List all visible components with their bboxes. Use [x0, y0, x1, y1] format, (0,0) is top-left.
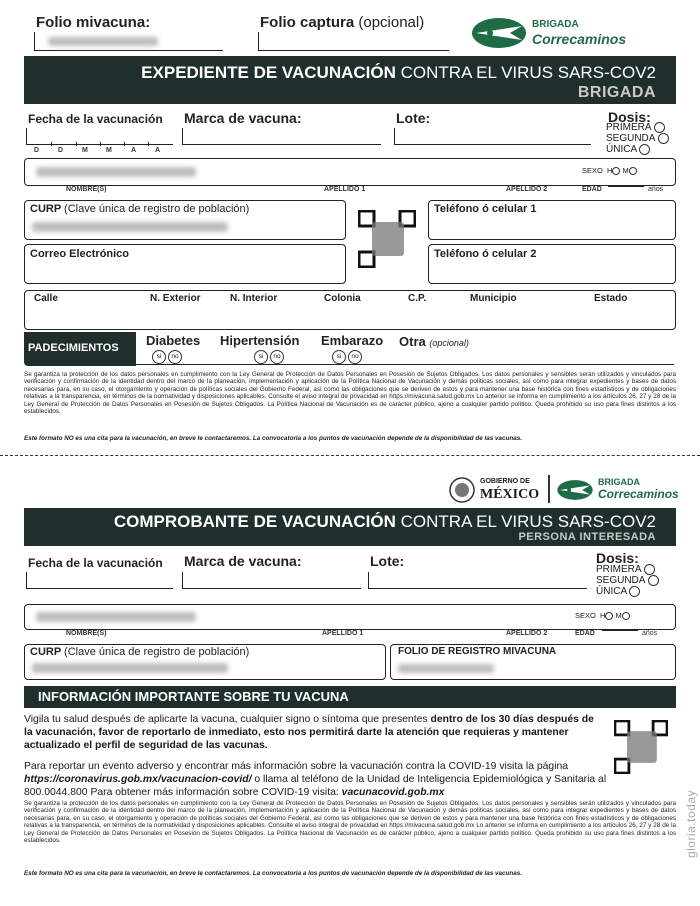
- edad-label: EDAD: [582, 186, 602, 193]
- date-letter: M: [82, 147, 88, 154]
- embarazo-label: Embarazo: [321, 333, 384, 348]
- comprobante-title: COMPROBANTE DE VACUNACIÓN CONTRA EL VIRUS SARS-COV2: [113, 512, 656, 531]
- dosis-unica[interactable]: ÚNICA: [606, 144, 669, 155]
- coronavirus-link[interactable]: https://coronavirus.gob.mx/vacunacion-covid/: [24, 774, 252, 785]
- curp-label: CURP (Clave única de registro de población): [30, 203, 250, 215]
- info-banner: [24, 686, 676, 708]
- hipertension-si[interactable]: si: [254, 350, 268, 364]
- brigada-word: BRIGADA: [532, 19, 579, 30]
- date-tick: [51, 142, 52, 146]
- comprobante-subtitle: PERSONA INTERESADA: [518, 531, 656, 543]
- date-tick: [76, 142, 77, 146]
- fecha-field-b[interactable]: [26, 572, 173, 589]
- diabetes-options[interactable]: [152, 348, 184, 366]
- embarazo-options[interactable]: [332, 348, 364, 366]
- brigada-name: Correcaminos: [598, 487, 679, 501]
- cut-line: [0, 455, 700, 456]
- cp-label: C.P.: [408, 293, 427, 304]
- privacy-notice: Se garantiza la protección de los datos personales en cumplimiento con la Ley General de Protección de Datos Personales en Posesión de Sujetos Obligados. Los datos personales y sensibles serán utilizados y vinculados para verificación y confirmación de la identidad dentro del marco de la planeación, implementación y aplicación de la Política Nacional de Vacunación y demás políticas sociales, así como para integrar expedientes y bases de datos necesarias para, en su caso, el otorgamiento y operación de políticas sociales del Gobierno Federal, así como las obligaciones que se deriven de estos y para mantener una base histórica con fines estadísticos y de obligaciones relativas a la transparencia, en términos de la normatividad y disposiciones aplicables. Consulte el aviso integral de privacidad en https://mivacuna.salud.gob.mx Lo anterior se informa en cumplimiento a los artículos 26, 27 y 28 de la Ley General de Protección de Datos Personales en Posesión de Sujetos Obligados. La Política Nacional de Vacunación es de carácter público, ajeno a cualquier partido político. Queda prohibido su uso para fines distintos a los establecidos.: [24, 371, 676, 416]
- anos-label: años: [648, 186, 664, 193]
- lote-label: Lote:: [396, 110, 431, 126]
- hipertension-label: Hipertensión: [220, 333, 300, 348]
- qr-code-icon-b: [614, 720, 668, 774]
- apellido2-label: APELLIDO 2: [506, 186, 548, 193]
- padecimientos-line: [136, 364, 674, 365]
- padecimientos-label: PADECIMIENTOS: [28, 342, 119, 354]
- marca-label: Marca de vacuna:: [184, 110, 302, 126]
- telefono2-label: Teléfono ó celular 2: [434, 248, 537, 260]
- brigada-logo: [470, 16, 670, 52]
- diabetes-label: Diabetes: [146, 333, 201, 348]
- roadrunner-icon: [556, 477, 594, 503]
- lote-field-b[interactable]: [368, 572, 587, 589]
- logo-divider: [548, 475, 550, 503]
- marca-field[interactable]: [182, 128, 381, 145]
- redacted-name: [36, 167, 196, 177]
- expediente-banner: [24, 56, 676, 104]
- date-letter: A: [131, 147, 137, 154]
- vacunacovid-link[interactable]: vacunacovid.gob.mx: [341, 787, 445, 798]
- date-letter: D: [58, 147, 64, 154]
- date-tick: [148, 142, 149, 146]
- date-tick: [100, 142, 101, 146]
- marca-field-b[interactable]: [182, 572, 361, 589]
- dosis-segunda[interactable]: SEGUNDA: [606, 133, 669, 144]
- edad-line-b: [602, 630, 638, 631]
- gobierno-small: GOBIERNO DE: [480, 478, 530, 485]
- gobierno-logo: [448, 474, 548, 506]
- cita-notice: Este formato NO es una cita para la vacunación, en breve le contactaremos. La convocatoria a los puntos de vacunación depende de la disponibilidad de las vacunas.: [24, 435, 522, 442]
- cita-notice-b: Este formato NO es una cita para la vacunación, en breve le contactaremos. La convocatoria a los puntos de vacunación depende de la disponibilidad de las vacunas.: [24, 870, 522, 877]
- dosis-label-b: Dosis:: [596, 550, 639, 566]
- correo-label: Correo Electrónico: [30, 248, 130, 260]
- date-letter: A: [155, 147, 161, 154]
- dosis-unica-b[interactable]: ÚNICA: [596, 586, 659, 597]
- info-banner-title: INFORMACIÓN IMPORTANTE SOBRE TU VACUNA: [38, 689, 349, 704]
- anos-label-b: años: [642, 630, 658, 637]
- municipio-label: Municipio: [470, 293, 517, 304]
- dosis-primera[interactable]: PRIMERA: [606, 122, 669, 133]
- dosis-segunda-b[interactable]: SEGUNDA: [596, 575, 659, 586]
- qr-code-icon: [358, 210, 416, 268]
- apellido1-label-b: APELLIDO 1: [322, 630, 364, 637]
- dosis-primera-b[interactable]: PRIMERA: [596, 564, 659, 575]
- watermark: gloria.today: [684, 790, 698, 859]
- info-paragraph-1: Vigila tu salud después de aplicarte la vacuna, cualquier signo o síntoma que presentes dentro de los 30 días después de la vacunación, favor de reportarlo de inmediato, esto nos permitirá darte la atención que requieras y mantener actualizado el perfil de seguridad de las vacunas.: [24, 714, 594, 751]
- estado-label: Estado: [594, 293, 628, 304]
- n-exterior-label: N. Exterior: [150, 293, 201, 304]
- brigada-word: BRIGADA: [598, 477, 640, 487]
- padecimientos-badge: [24, 332, 136, 366]
- curp-label-b: CURP (Clave única de registro de población): [30, 646, 250, 658]
- redacted-curp: [32, 222, 228, 232]
- edad-label-b: EDAD: [575, 630, 595, 637]
- lote-field[interactable]: [394, 128, 591, 145]
- brigada-logo-bottom: [556, 474, 696, 506]
- fecha-label: Fecha de la vacunación: [28, 112, 163, 126]
- folio-captura-field[interactable]: [258, 32, 449, 51]
- dosis-options: [606, 122, 669, 155]
- apellido2-label-b: APELLIDO 2: [506, 630, 548, 637]
- embarazo-si[interactable]: si: [332, 350, 346, 364]
- sexo-field[interactable]: SEXO H M: [582, 166, 637, 175]
- date-tick: [124, 142, 125, 146]
- diabetes-si[interactable]: si: [152, 350, 166, 364]
- date-letter: D: [34, 147, 40, 154]
- edad-line: [608, 186, 644, 187]
- apellido1-label: APELLIDO 1: [324, 186, 366, 193]
- nombres-label: NOMBRE(S): [66, 186, 107, 193]
- redacted-folio: [48, 37, 158, 46]
- diabetes-no[interactable]: no: [168, 350, 182, 364]
- colonia-label: Colonia: [324, 293, 361, 304]
- expediente-title: EXPEDIENTE DE VACUNACIÓN CONTRA EL VIRUS SARS-COV2: [141, 63, 656, 82]
- folio-mivacuna-label: Folio mivacuna:: [36, 14, 151, 31]
- dosis-options-b: [596, 564, 659, 597]
- telefono1-label: Teléfono ó celular 1: [434, 203, 537, 215]
- lote-label-b: Lote:: [370, 553, 405, 569]
- comprobante-banner: [24, 508, 676, 546]
- brigada-name: Correcaminos: [532, 31, 627, 47]
- info-paragraph-2: Para reportar un evento adverso y encontrar más información sobre la vacunación contra la COVID-19 visita la página https://coronavirus.gob.mx/vacunacion-covid/ o llama al teléfono de la Unidad de Inteligencia Epidemiológica y Sanitaria al 800.0044.800 Para obtener más información sobre COVID-19 visita: vacunacovid.gob.mx: [24, 761, 607, 798]
- nombres-label-b: NOMBRE(S): [66, 630, 107, 637]
- folio-captura-label: Folio captura (opcional): [260, 14, 425, 31]
- n-interior-label: N. Interior: [230, 293, 278, 304]
- marca-label-b: Marca de vacuna:: [184, 553, 302, 569]
- privacy-notice-b: Se garantiza la protección de los datos personales en cumplimiento con la Ley General de Protección de Datos Personales en Posesión de Sujetos Obligados. Los datos personales y sensibles serán utilizados y vinculados para verificación y confirmación de la identidad dentro del marco de la planeación, implementación y aplicación de la Política Nacional de Vacunación y demás políticas sociales, así como para integrar expedientes y bases de datos necesarias para, en su caso, el otorgamiento y operación de políticas sociales del Gobierno Federal, así como las obligaciones que se deriven de estos y para mantener una base histórica con fines estadísticos y de obligaciones relativas a la transparencia, en términos de la normatividad y disposiciones aplicables. Consulte el aviso integral de privacidad en https://mivacuna.salud.gob.mx Lo anterior se informa en cumplimiento a los artículos 26, 27 y 28 de la Ley General de Protección de Datos Personales en Posesión de Sujetos Obligados. La Política Nacional de Vacunación es de carácter público, ajeno a cualquier partido político. Queda prohibido su uso para fines distintos a los establecidos.: [24, 800, 676, 845]
- expediente-subtitle: BRIGADA: [577, 84, 656, 101]
- dosis-label: Dosis:: [608, 109, 651, 125]
- folio-registro-label: FOLIO DE REGISTRO MIVACUNA: [398, 646, 557, 657]
- roadrunner-icon: [470, 16, 528, 50]
- escudo-icon: [448, 476, 476, 504]
- redacted-name-b: [36, 612, 196, 622]
- calle-label: Calle: [34, 293, 58, 304]
- hipertension-options[interactable]: [254, 348, 286, 366]
- hipertension-no[interactable]: no: [270, 350, 284, 364]
- fecha-label-b: Fecha de la vacunación: [28, 556, 163, 570]
- redacted-curp-b: [32, 663, 228, 673]
- redacted-folio-b: [398, 664, 494, 673]
- embarazo-no[interactable]: no: [348, 350, 362, 364]
- otra-label: Otra (opcional): [399, 334, 469, 349]
- gobierno-big: MÉXICO: [480, 487, 540, 502]
- date-letter: M: [106, 147, 112, 154]
- sexo-field-b[interactable]: SEXO H M: [575, 611, 630, 620]
